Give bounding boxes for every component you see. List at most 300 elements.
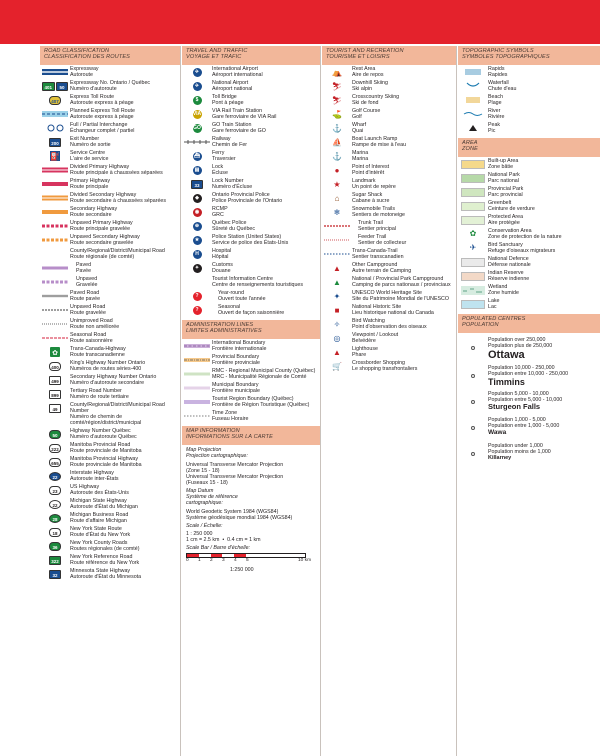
travel-legend-row <box>182 109 320 121</box>
tourist-legend-row-label-fr: Aire de repos <box>352 72 384 79</box>
travel-legend-row <box>182 95 320 107</box>
road-legend-row-label-en: Paved <box>76 262 92 269</box>
area-legend-row-symbol-icon <box>458 271 488 281</box>
travel-legend-row-label-en: Railway <box>212 136 231 143</box>
sample-place-name: Timmins <box>488 377 525 387</box>
road-legend-row-label-en: County/Regional/District/Municipal Road <box>70 248 165 255</box>
road-legend-row-symbol-icon: 22 <box>40 471 70 481</box>
travel-legend-row-label-fr: GRC <box>212 212 224 219</box>
tourist-legend-row-label-fr: Lieu historique national du Canada <box>352 310 434 317</box>
road-legend-row-label-fr: Autoroute express à péage <box>70 100 134 107</box>
road-legend-row-label-fr: Route secondaire gravelée <box>70 240 134 247</box>
topo-legend-row-label-fr: Chute d'eau <box>488 86 517 93</box>
road-legend-row-label-en: King's Highway Number Ontario <box>70 360 146 367</box>
road-legend-row-symbol-icon: 401 50 <box>40 81 70 91</box>
area-legend-row-symbol-icon <box>458 201 488 211</box>
road-legend-row <box>40 513 180 525</box>
topo-legend-row <box>458 67 600 79</box>
travel-legend-row-symbol-icon: ◆ <box>182 193 212 203</box>
tourist-legend-row-label-fr: Sentier de collecteur <box>358 240 407 247</box>
road-legend-row <box>40 193 180 205</box>
topo-legend-row-symbol-icon <box>458 123 488 133</box>
tourist-legend-row-label-fr: Golf <box>352 114 362 121</box>
road-legend-row-label-fr: Échangeur complet / partiel <box>70 128 135 135</box>
road-legend-row-label-en: New York Reference Road <box>70 554 133 560</box>
tourist-legend-row-label-en: Other Campground <box>352 262 398 269</box>
road-legend-row-label-en: Planned Express Toll Route <box>70 108 135 115</box>
tourist-legend-row-label-fr: Phare <box>352 352 367 359</box>
tourist-legend-row-symbol-icon: ✧ <box>333 319 341 329</box>
population-range-en: Population over 250,000 <box>488 337 546 343</box>
populated-centres-header: POPULATED CENTRES POPULATION <box>458 314 600 333</box>
tourist-legend-row-label-en: Viewpoint / Lookout <box>352 332 399 339</box>
travel-legend-row <box>182 207 320 219</box>
road-legend-row-symbol-icon: 222 <box>40 443 70 453</box>
road-legend-row-label-en: Divided Primary Highway <box>70 164 130 171</box>
road-legend-row-label-en: Unpaved Primary Highway <box>70 220 133 227</box>
road-legend-row <box>40 263 180 275</box>
road-legend-row-label-fr: Route gravelée <box>70 310 106 317</box>
area-legend-row <box>458 229 600 241</box>
travel-legend-row-symbol-icon: ⛴ <box>193 152 201 159</box>
road-legend-row-symbol-icon <box>40 263 70 273</box>
svg-text:✿: ✿ <box>52 350 58 358</box>
road-legend-row-label-en: US Highway <box>70 484 100 490</box>
topo-legend-row-symbol-icon <box>458 67 488 77</box>
area-legend-row-label-fr: Zone de protection de la nature <box>488 234 562 241</box>
tourist-legend-row-label-fr: Autre terrain de Camping <box>352 268 412 275</box>
road-legend-row-label-fr: Numéro d'autoroute <box>70 86 117 93</box>
travel-legend-row <box>182 165 320 177</box>
travel-legend-row-label-fr: Ouvert toute l'année <box>218 296 266 303</box>
road-legend-row-label-en: Primary Highway <box>70 178 111 185</box>
admin-legend-row <box>182 369 320 381</box>
area-legend-row <box>458 299 600 311</box>
sample-place-name: Killarney <box>488 455 512 461</box>
road-legend-row-label-en: Unimproved Road <box>70 318 113 325</box>
travel-legend-row-symbol-icon: VIA <box>192 110 202 117</box>
road-legend-row <box>40 319 180 331</box>
tourist-legend-row <box>322 277 456 289</box>
tourist-legend-row-symbol-icon: ▲ <box>333 277 341 287</box>
population-legend-row <box>458 391 600 413</box>
tourist-legend-row-label-en: National Historic Site <box>352 304 402 311</box>
area-legend-row-label-en: Lake <box>488 298 500 305</box>
road-legend-row-label-fr: Autoroute express à péage <box>70 114 134 121</box>
travel-legend-row <box>182 277 320 289</box>
road-legend-row-label-en: Unpaved Road <box>70 304 106 311</box>
travel-legend-row-symbol-icon: ? <box>182 291 212 301</box>
road-legend-row <box>40 109 180 121</box>
travel-legend-list <box>182 67 320 317</box>
tourist-legend-row-symbol-icon: ⛳ <box>332 109 342 119</box>
road-legend-row <box>40 389 180 401</box>
tourist-legend-row-label-fr: Camping de parcs nationaux / provinciaux <box>352 282 451 289</box>
travel-legend-row-label-en: VIA Rail Train Station <box>212 108 263 115</box>
road-legend-row-label-fr: Route référence du New York <box>70 559 140 566</box>
road-legend-row <box>40 207 180 219</box>
road-legend-row-label-en: New York County Roads <box>70 540 128 546</box>
tourist-legend-row <box>322 137 456 149</box>
population-range-fr: Population entre 5,000 - 10,000 <box>488 397 563 403</box>
road-legend-row-label-en: Manitoba Provincial Road <box>70 442 131 448</box>
admin-legend-row-symbol-icon <box>182 411 212 421</box>
road-legend-row <box>40 123 180 135</box>
travel-legend-row-label-en: Ontario Provincial Police <box>212 192 270 199</box>
road-legend-row <box>40 179 180 191</box>
road-legend-row-symbol-icon <box>40 235 70 245</box>
travel-legend-row-label-fr: Chemin de Fer <box>212 142 248 149</box>
tourist-legend-row-label-en: Bird Watching <box>352 318 385 325</box>
travel-legend-row-label-fr: Gare ferroviaire de GO <box>212 128 266 135</box>
topo-legend-list <box>458 67 600 135</box>
admin-legend-row-label-en: Tourist Region Boundary (Québec) <box>212 396 294 403</box>
area-legend-row <box>458 243 600 255</box>
area-legend-row-symbol-icon <box>458 173 488 183</box>
area-legend-row-symbol-icon: ✿ <box>469 229 477 239</box>
tourist-legend-row-label-fr: Point d'observation des oiseaux <box>352 324 427 331</box>
road-legend-row-label-en: Michigan State Highway <box>70 498 127 504</box>
travel-legend-row <box>182 235 320 247</box>
travel-legend-row-symbol-icon: ✦ <box>182 263 212 273</box>
population-range-en: Population 5,000 - 10,000 <box>488 391 549 397</box>
road-legend-row-label-en: Unpaved Secondary Highway <box>70 234 140 241</box>
travel-legend-row-label-en: RCMP <box>212 206 228 213</box>
road-legend-row <box>40 137 180 149</box>
road-legend-row-symbol-icon: 49 <box>40 403 70 413</box>
tourist-legend-row-label-fr: Cabane à sucre <box>352 198 390 205</box>
population-legend-row <box>458 365 600 387</box>
travel-legend-row <box>182 151 320 163</box>
area-legend-row-label-en: National Defence <box>488 256 529 263</box>
travel-legend-row <box>182 123 320 135</box>
topo-legend-row <box>458 123 600 135</box>
admin-legend-row-label-en: Time Zone <box>212 410 238 417</box>
road-legend-row <box>40 457 180 469</box>
area-header: AREA ZONE <box>458 138 600 157</box>
area-legend-row-symbol-icon <box>458 215 488 225</box>
road-legend-row-symbol-icon <box>40 123 70 133</box>
travel-legend-row-label-fr: Traversier <box>212 156 236 163</box>
tourist-legend-row-symbol-icon: ⚓ <box>332 151 342 161</box>
area-legend-row <box>458 271 600 283</box>
road-legend-row <box>40 403 180 427</box>
area-legend-row-label-fr: Ceinture de verdure <box>488 206 535 213</box>
road-legend-row-label-en: New York State Route <box>70 526 122 532</box>
town-dot-icon <box>458 443 488 465</box>
road-legend-row-label-en: Tertiary Road Number <box>70 388 122 395</box>
tourist-legend-row-label-en: Boat Launch Ramp <box>352 136 398 143</box>
road-legend-row-label-fr: Route secondaire à chaussées séparées <box>70 198 166 205</box>
tourist-legend-row-symbol-icon: ⛵ <box>332 137 342 147</box>
population-legend-row <box>458 417 600 439</box>
road-legend-row-label-fr: Route secondaire <box>70 212 112 219</box>
tourist-legend-row-symbol-icon: ⛷ <box>331 95 343 105</box>
travel-legend-row-symbol-icon: ✈ <box>182 81 212 91</box>
tourist-legend-row <box>322 361 456 373</box>
topo-legend-row-label-fr: Rapides <box>488 72 508 79</box>
road-legend-row-label-en: Michigan Business Road <box>70 512 129 518</box>
road-legend-row-symbol-icon <box>40 109 70 119</box>
area-legend-row-label-fr: Aire protégée <box>488 220 520 227</box>
tourist-legend-row-symbol-icon <box>322 221 352 231</box>
tourist-legend-row-label-fr: Belvédère <box>352 338 376 345</box>
area-legend-row-label-fr: Défense nationale <box>488 262 531 269</box>
road-legend-row-symbol-icon: 200 <box>40 137 70 147</box>
road-legend-row <box>40 235 180 247</box>
area-legend-row-label-fr: Zone bâtie <box>488 164 514 171</box>
travel-traffic-section <box>182 46 320 573</box>
tourist-legend-row-symbol-icon <box>322 235 352 245</box>
travel-legend-row-label-fr: Service de police des États-Unis <box>212 240 289 247</box>
road-legend-row-symbol-icon <box>40 165 70 175</box>
travel-legend-row <box>182 179 320 191</box>
tourist-legend-row <box>322 123 456 135</box>
road-legend-row-symbol-icon: 32 <box>40 569 70 579</box>
road-legend-row-symbol-icon: 23 <box>40 485 70 495</box>
road-legend-row-label-fr: Autoroute <box>70 72 93 79</box>
topographic-header: TOPOGRAPHIC SYMBOLS SYMBOLES TOPOGRAPHIQUES <box>458 46 600 65</box>
travel-legend-row-label-fr: Numéro d'Écluse <box>212 184 253 191</box>
area-legend-row-label-en: Wetland <box>488 284 508 291</box>
tourist-legend-row <box>322 165 456 177</box>
road-legend-row-symbol-icon <box>40 305 70 315</box>
tourist-recreation-section <box>322 46 456 373</box>
population-legend-row <box>458 337 600 361</box>
area-legend-row-label-en: Provincial Park <box>488 186 524 193</box>
travel-legend-row-label-fr: Sûreté du Québec <box>212 226 255 233</box>
road-legend-row <box>40 277 180 289</box>
travel-legend-row-symbol-icon: 33 <box>182 179 212 189</box>
admin-legend-row <box>182 355 320 367</box>
area-legend-row-label-en: National Park <box>488 172 520 179</box>
tourist-legend-row-label-fr: Sentiers de motoneige <box>352 212 406 219</box>
road-legend-row <box>40 81 180 93</box>
road-legend-row <box>40 485 180 497</box>
population-range-en: Population 10,000 - 250,000 <box>488 365 555 371</box>
admin-legend-row <box>182 411 320 423</box>
road-legend-row-label-fr: Route principale à chaussées séparées <box>70 170 163 177</box>
area-legend-row <box>458 285 600 297</box>
road-legend-row-label-fr: Route saisonnière <box>70 338 113 345</box>
admin-legend-row-label-fr: MRC - Municipalité Régionale de Comté <box>212 374 307 381</box>
area-legend-row-symbol-icon <box>458 285 488 295</box>
road-legend-row-symbol-icon: 18 <box>40 527 70 537</box>
travel-legend-row <box>182 137 320 149</box>
tourist-legend-row-symbol-icon: ❄ <box>333 207 341 217</box>
road-legend-row <box>40 375 180 387</box>
travel-legend-row-symbol-icon: GO <box>193 124 201 131</box>
top-banner <box>0 0 600 44</box>
travel-legend-row-label-fr: Police Provinciale de l'Ontario <box>212 198 283 205</box>
travel-legend-row <box>182 193 320 205</box>
column-divider <box>320 46 321 756</box>
travel-legend-row-label-en: Lock <box>212 164 224 171</box>
travel-legend-row-symbol-icon: ? <box>182 305 212 315</box>
tourist-legend-row-label-en: Sugar Shack <box>352 192 383 199</box>
tourist-legend-row-label-en: Trans-Canada-Trail <box>352 248 398 255</box>
tourist-legend-row <box>322 109 456 121</box>
road-legend-row-label-en: Service Centre <box>70 150 106 157</box>
tourist-legend-row-symbol-icon: ■ <box>334 305 340 315</box>
road-legend-row <box>40 305 180 317</box>
admin-legend-row-label-en: Provincial Boundary <box>212 354 260 361</box>
travel-legend-row-label-fr: Centre de renseignements touristiques <box>212 282 303 289</box>
road-legend-row <box>40 333 180 345</box>
tourist-legend-row-label-en: Golf Course <box>352 108 381 115</box>
road-legend-row-symbol-icon: 899 <box>40 389 70 399</box>
tourist-legend-row-label-fr: Un point de repère <box>352 184 396 191</box>
travel-legend-row-symbol-icon: ⊕ <box>182 221 212 231</box>
admin-legend-row-label-fr: Frontière municipale <box>212 388 260 395</box>
road-classification-section <box>40 46 180 581</box>
road-legend-row-symbol-icon <box>40 347 70 357</box>
road-legend-row-label-fr: Numéro de route tertiaire <box>70 394 129 401</box>
travel-legend-row-symbol-icon: H <box>182 249 212 259</box>
tourist-legend-row-symbol-icon: ◎ <box>333 333 341 343</box>
tourist-legend-row-label-en: Snowmobile Trails <box>352 206 395 213</box>
road-legend-row-label-fr: Autoroute d'État du Michigan <box>70 503 138 510</box>
travel-legend-row <box>182 305 320 317</box>
tourist-legend-row-label-en: Point of Interest <box>352 164 390 171</box>
road-legend-row-label-fr: Route provinciale de Manitoba <box>70 447 142 454</box>
road-legend-row-label-en: Manitoba Provincial Highway <box>70 456 139 462</box>
map-datum: Map Datum Système de référence cartographique: World Geodetic System 1984 (WGS84) Système géodésique mondial 1984 (WGS84) <box>186 488 293 521</box>
area-legend-row-label-fr: Réserve indienne <box>488 276 530 283</box>
road-legend-row-symbol-icon: 655 <box>40 457 70 467</box>
area-legend-row-label-fr: Parc national <box>488 178 519 185</box>
road-legend-row-label-en: Express Toll Route <box>70 94 115 101</box>
road-legend-row-label-en: Interstate Highway <box>70 470 114 476</box>
travel-legend-row-label-en: Toll Bridge <box>212 94 237 101</box>
topo-legend-row-symbol-icon <box>458 95 488 105</box>
admin-legend-row-symbol-icon <box>182 369 212 379</box>
road-classification-header: ROAD CLASSIFICATION CLASSIFICATION DES ROUTES <box>40 46 180 65</box>
topo-legend-row <box>458 95 600 107</box>
road-legend-row-label-fr: Route pavée <box>70 296 101 303</box>
tourist-legend-row-label-en: Downhill Skiing <box>352 80 388 87</box>
population-range-en: Population 1,000 - 5,000 <box>488 417 546 423</box>
map-projection: Map Projection Projection cartographique: Universal Transverse Mercator Projection (Zone 15 - 18) Universal Transverse Mercator Projection (Fuseaux 15 - 18) <box>186 447 284 486</box>
road-legend-row-label-en: Full / Partial Interchange <box>70 122 128 129</box>
travel-legend-row-label-en: National Airport <box>212 80 249 87</box>
travel-legend-row-label-fr: Ouvert de façon saisonnière <box>218 310 285 317</box>
tourist-legend-row-label-fr: Site du Patrimoine Mondial de l'UNESCO <box>352 296 449 303</box>
road-legend-row-label-fr: Route provinciale de Manitoba <box>70 461 142 468</box>
travel-legend-row-symbol-icon: ★ <box>182 235 212 245</box>
svg-text:⛽: ⛽ <box>50 152 60 162</box>
area-legend-row <box>458 187 600 199</box>
road-legend-row-symbol-icon <box>40 249 70 259</box>
road-legend-row-symbol-icon: 22 <box>40 499 70 509</box>
tourist-legend-row-label-fr: Ski alpin <box>352 86 373 93</box>
topo-legend-row-label-en: Peak <box>488 122 501 129</box>
travel-legend-row-label-en: Seasonal <box>218 304 241 311</box>
topo-legend-row-label-fr: Plage <box>488 100 502 107</box>
road-legend-row-symbol-icon: 499 <box>40 375 70 385</box>
travel-legend-row-label-en: GO Train Station <box>212 122 252 129</box>
road-legend-row-label-fr: Route non améliorée <box>70 324 120 331</box>
column-divider <box>180 46 181 756</box>
road-legend-row-label-fr: Route transcanadienne <box>70 352 125 359</box>
tourist-legend-row-label-fr: Le shopping transfrontaliers <box>352 366 418 373</box>
town-dot-icon <box>458 365 488 387</box>
travel-legend-row-label-en: Hospital <box>212 248 232 255</box>
road-legend-row-label-en: Secondary Highway Number Ontario <box>70 374 157 381</box>
sample-place-name: Wawa <box>488 429 507 436</box>
road-legend-row-label-en: Highway Number Québec <box>70 428 131 434</box>
road-legend-row-label-fr: Numéro de sortie <box>70 142 111 149</box>
admin-legend-row <box>182 383 320 395</box>
tourist-legend-row-label-en: Crosscountry Skiing <box>352 94 400 101</box>
road-legend-row-label-fr: L'aire de service <box>70 156 109 163</box>
map-info-header: MAP INFORMATION INFORMATIONS SUR LA CARTE <box>182 426 320 445</box>
road-legend-row-symbol-icon: 50 <box>40 429 70 439</box>
area-legend-row-symbol-icon <box>458 257 488 267</box>
road-legend-row <box>40 361 180 373</box>
road-legend-row-label-fr: Route d'affaire Michigan <box>70 517 127 524</box>
road-legend-row <box>40 249 180 261</box>
area-legend-row-label-en: Conservation Area <box>488 228 532 235</box>
area-legend-row-symbol-icon <box>458 159 488 169</box>
travel-legend-row-label-fr: Douane <box>212 268 231 275</box>
road-legend-row-label-en: Seasonal Road <box>70 332 107 339</box>
topo-legend-row <box>458 81 600 93</box>
tourist-legend-row-symbol-icon: 🛒 <box>332 361 342 371</box>
road-legend-row-label-en: Secondary Highway <box>70 206 118 213</box>
tourist-legend-row-symbol-icon: ⛷ <box>331 81 343 91</box>
road-legend-row-label-fr: Route régionale (de comté) <box>70 254 135 261</box>
topo-legend-row <box>458 109 600 121</box>
area-legend-row-symbol-icon <box>458 299 488 309</box>
admin-legend-row-symbol-icon <box>182 341 212 351</box>
town-dot-icon <box>458 417 488 439</box>
road-legend-row-label-fr: Numéro de chemin de comté/région/district/municipal <box>70 414 142 426</box>
map-scale: Scale / Échelle: 1 : 250 000 1 cm = 2.5 km • 0.4 cm = 1 km <box>186 523 261 543</box>
road-legend-row-symbol-icon: 28 <box>40 513 70 523</box>
travel-legend-row-label-fr: Aéroport national <box>212 86 253 93</box>
travel-legend-row-label-fr: Hôpital <box>212 254 229 261</box>
road-legend-row-label-fr: Route d'État du New York <box>70 531 131 538</box>
population-range-fr: Population plus de 250,000 <box>488 343 553 349</box>
tourist-legend-row <box>322 207 456 219</box>
travel-legend-row-label-en: Year-round <box>218 290 245 297</box>
admin-legend-row-symbol-icon <box>182 355 212 365</box>
admin-legend-row <box>182 397 320 409</box>
sample-place-name: Sturgeon Falls <box>488 402 541 411</box>
road-legend-row-label-fr: Route principale <box>70 184 109 191</box>
tourist-legend-row <box>322 291 456 303</box>
road-legend-row <box>40 95 180 107</box>
admin-legend-row-label-en: International Boundary <box>212 340 266 347</box>
population-legend-list <box>458 337 600 465</box>
road-legend-row-label-fr: Numéros de routes séries-400 <box>70 366 142 373</box>
travel-legend-row <box>182 221 320 233</box>
area-legend-list <box>458 159 600 311</box>
scale-bar-ticks: 0 1 2 3 4 5 10 km <box>186 558 312 563</box>
tourist-legend-row <box>322 333 456 345</box>
admin-legend-row-label-fr: Frontière provinciale <box>212 360 260 367</box>
road-legend-row-symbol-icon <box>40 291 70 301</box>
tourist-legend-row-label-en: Marina <box>352 150 369 157</box>
travel-legend-row-label-en: Police Station (United States) <box>212 234 282 241</box>
road-legend-row-symbol-icon: 36 <box>40 541 70 551</box>
tourist-legend-row-label-en: Lighthouse <box>352 346 378 353</box>
road-legend-row-label-en: Expressway <box>70 66 99 73</box>
travel-legend-row-label-en: Québec Police <box>212 220 247 227</box>
road-legend-row <box>40 541 180 553</box>
town-dot-icon <box>458 337 488 359</box>
